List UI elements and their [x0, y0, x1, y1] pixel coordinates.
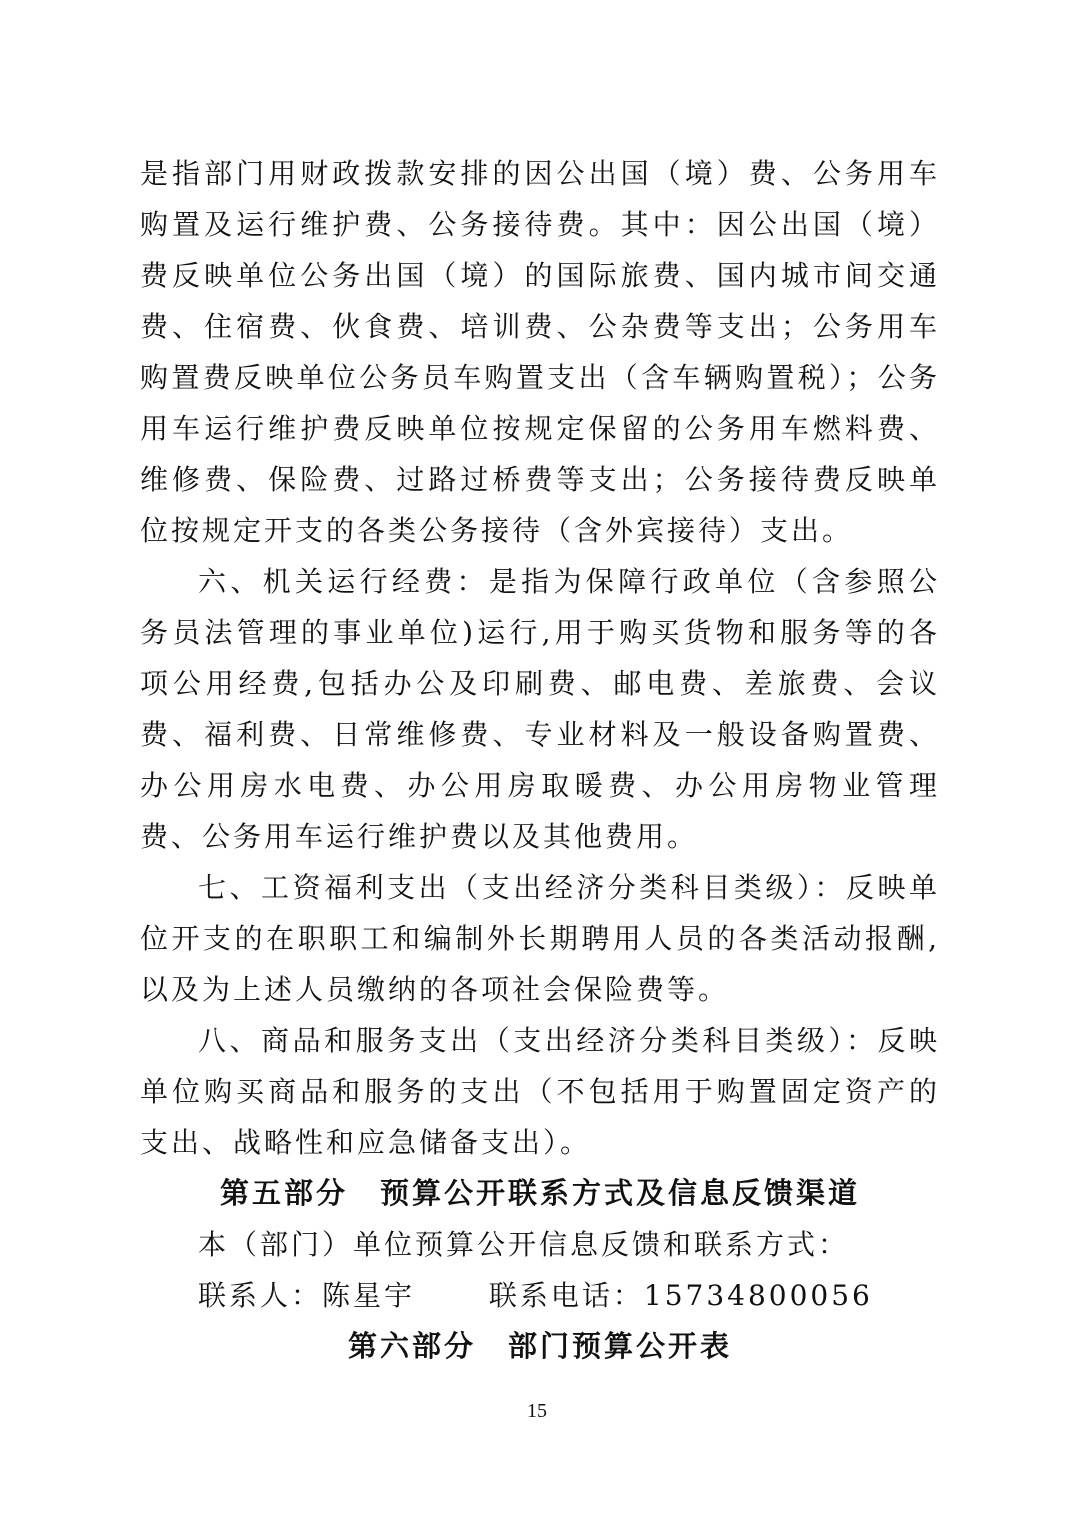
section-five-title: 第五部分 预算公开联系方式及信息反馈渠道 [219, 1176, 860, 1210]
page-body [140, 148, 940, 1372]
contact-info: 联系人：陈星宇 联系电话：15734800056 [198, 1279, 873, 1312]
paragraph-item-eight: 八、商品和服务支出（支出经济分类科目类级）：反映单位购买商品和服务的支出（不包括用于购置固定资产的支出、战略性和应急储备支出）。 [140, 1024, 940, 1159]
section-six-title: 第六部分 部门预算公开表 [347, 1329, 732, 1363]
paragraph-item-seven: 七、工资福利支出（支出经济分类科目类级）：反映单位开支的在职职工和编制外长期聘用人员的各类活动报酬,以及为上述人员缴纳的各项社会保险费等。 [140, 871, 940, 1006]
paragraph-item-six: 六、机关运行经费：是指为保障行政单位（含参照公务员法管理的事业单位)运行,用于购买货物和服务等的各项公用经费,包括办公及印刷费、邮电费、差旅费、会议费、福利费、日常维修费、专业材料及一般设备购置费、办公用房水电费、办公用房取暖费、办公用房物业管理费、公务用车运行维护费以及其他费用。 [140, 565, 940, 853]
paragraph-three-public-expenses: 是指部门用财政拨款安排的因公出国（境）费、公务用车购置及运行维护费、公务接待费。其中：因公出国（境）费反映单位公务出国（境）的国际旅费、国内城市间交通费、住宿费、伙食费、培训费、公杂费等支出；公务用车购置费反映单位公务员车购置支出（含车辆购置税）；公务用车运行维护费反映单位按规定保留的公务用车燃料费、维修费、保险费、过路过桥费等支出；公务接待费反映单位按规定开支的各类公务接待（含外宾接待）支出。 [140, 157, 940, 547]
feedback-intro: 本（部门）单位预算公开信息反馈和联系方式： [198, 1228, 850, 1261]
page-number: 15 [527, 1400, 547, 1422]
